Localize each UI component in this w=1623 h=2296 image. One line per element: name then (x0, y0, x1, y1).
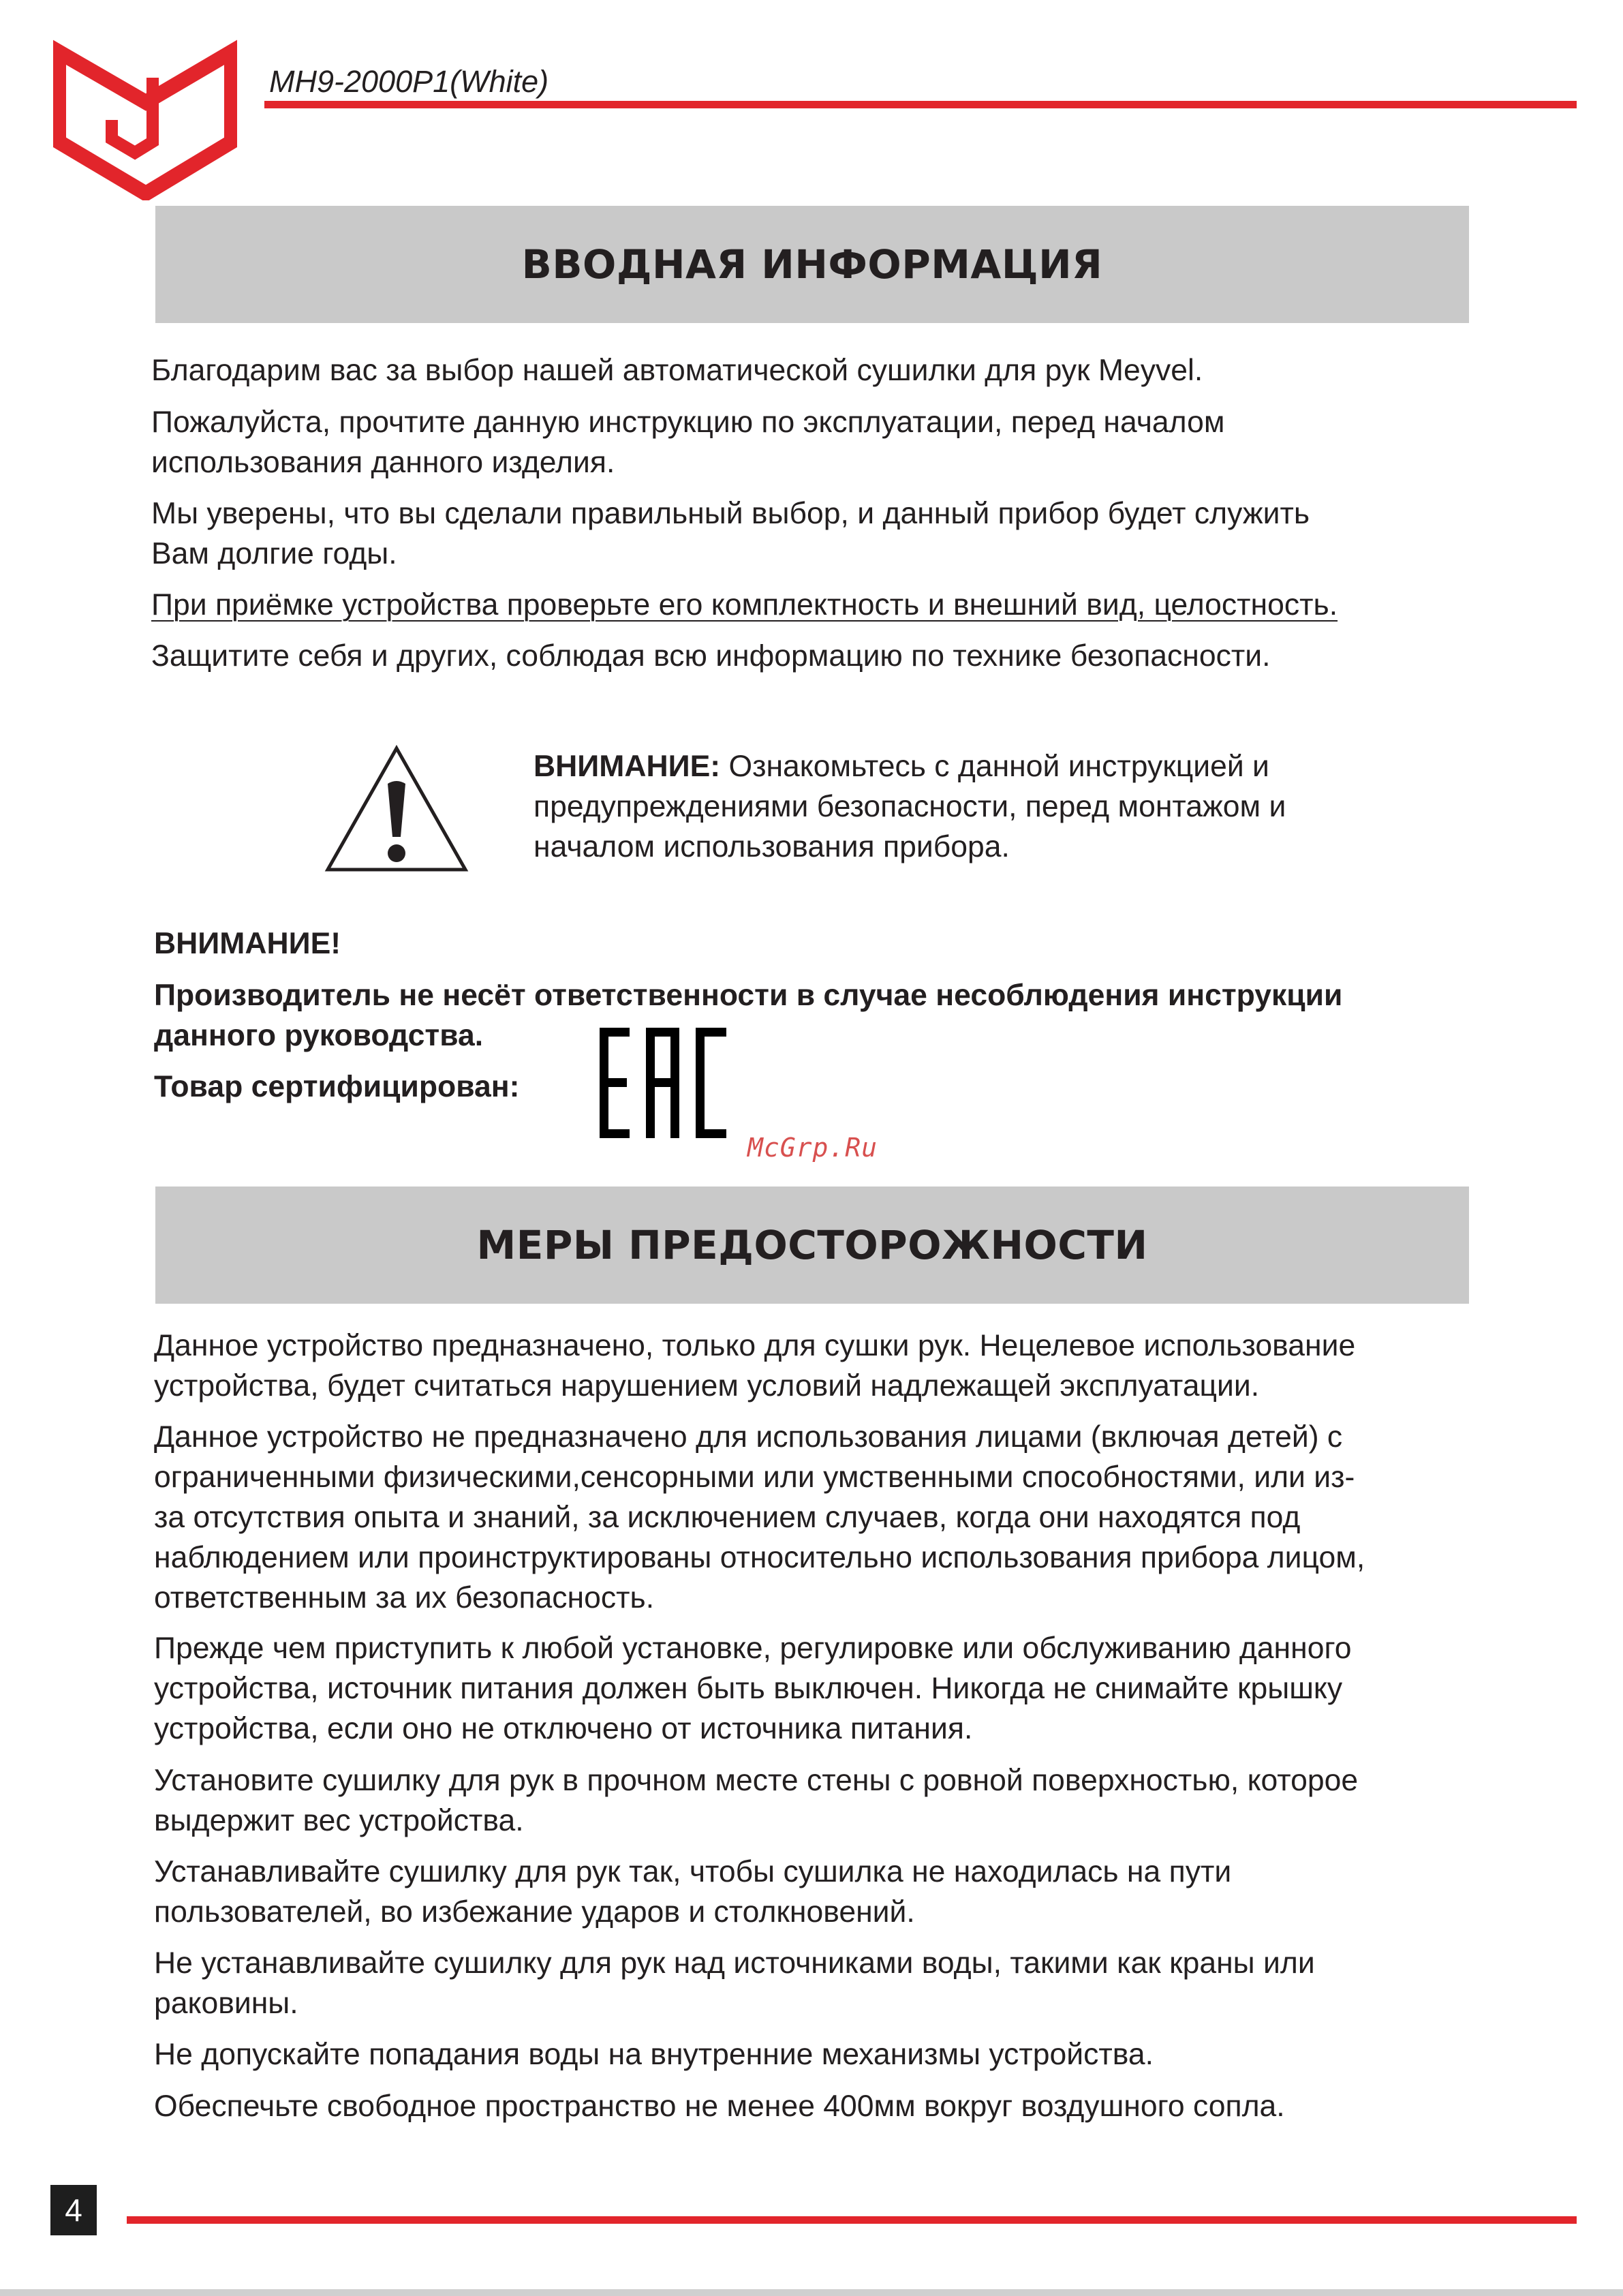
header-divider (264, 101, 1577, 108)
section-header-intro (155, 206, 1469, 323)
footer-divider (127, 2216, 1577, 2224)
section-header-precautions (155, 1187, 1469, 1304)
notice-heading: ВНИМАНИЕ! (154, 927, 341, 960)
eac-certification-mark (598, 1028, 728, 1138)
section-title-intro: ВВОДНАЯ ИНФОРМАЦИЯ (521, 241, 1103, 288)
warning-text: ВНИМАНИЕ: Ознакомьтесь с данной инструкцией и предупреждениями безопасности, перед монтажом и началом использования прибора. (534, 750, 1286, 863)
page-number: 4 (50, 2185, 97, 2235)
intro-paragraph-inspect: При приёмке устройства проверьте его комплектность и внешний вид, целостность. (151, 588, 1338, 622)
liability-notice: Производитель не несёт ответственности в случае несоблюдения инструкции данного руководства. (154, 979, 1343, 1052)
brand-logo (53, 40, 237, 200)
certified-label: Товар сертифицирован: (154, 1070, 520, 1103)
precaution-restricted-users: Данное устройство не предназначено для использования лицами (включая детей) с ограниченными физическими,сенсорными или умственными способностями, или из- за отсутствия опыта и знаний, за исключением случаев, когда они находятся под наблюдением или проинструктированы относительно использования прибора лицом, ответственным за их безопасность. (154, 1420, 1365, 1614)
intro-paragraph-protect: Защитите себя и других, соблюдая всю информацию по технике безопасности. (151, 639, 1271, 673)
precaution-mounting: Установите сушилку для рук в прочном месте стены с ровной поверхностью, которое выдержит вес устройства. (154, 1764, 1359, 1837)
precaution-placement: Устанавливайте сушилку для рук так, чтобы сушилка не находилась на пути пользователей, во избежание ударов и столкновений. (154, 1855, 1232, 1929)
precaution-water-sources: Не устанавливайте сушилку для рук над источниками воды, такими как краны или раковины. (154, 1946, 1315, 2020)
intro-paragraph-thanks: Благодарим вас за выбор нашей автоматической сушилки для рук Meyvel. (151, 354, 1203, 387)
precaution-power-off: Прежде чем приступить к любой установке, регулировке или обслуживанию данного устройства, источник питания должен быть выключен. Никогда не снимайте крышку устройства, если оно не отключено от источника питания. (154, 1632, 1352, 1745)
precaution-purpose: Данное устройство предназначено, только для сушки рук. Нецелевое использование устройства, будет считаться нарушением условий надлежащей эксплуатации. (154, 1329, 1356, 1403)
model-number: MH9-2000P1(White) (269, 64, 549, 99)
page-bottom-edge (0, 2289, 1623, 2296)
intro-paragraph-confident: Мы уверены, что вы сделали правильный выбор, и данный прибор будет служить Вам долгие годы. (151, 497, 1310, 570)
section-title-precautions: МЕРЫ ПРЕДОСТОРОЖНОСТИ (476, 1222, 1148, 1268)
warning-label: ВНИМАНИЕ: (534, 750, 721, 783)
warning-triangle-icon (324, 744, 469, 874)
precaution-clearance: Обеспечьте свободное пространство не менее 400мм вокруг воздушного сопла. (154, 2090, 1285, 2123)
precaution-water-ingress: Не допускайте попадания воды на внутренние механизмы устройства. (154, 2038, 1154, 2071)
watermark-text: McGrp.Ru (747, 1133, 878, 1163)
intro-paragraph-read: Пожалуйста, прочтите данную инструкцию по эксплуатации, перед началом использования данного изделия. (151, 405, 1225, 479)
